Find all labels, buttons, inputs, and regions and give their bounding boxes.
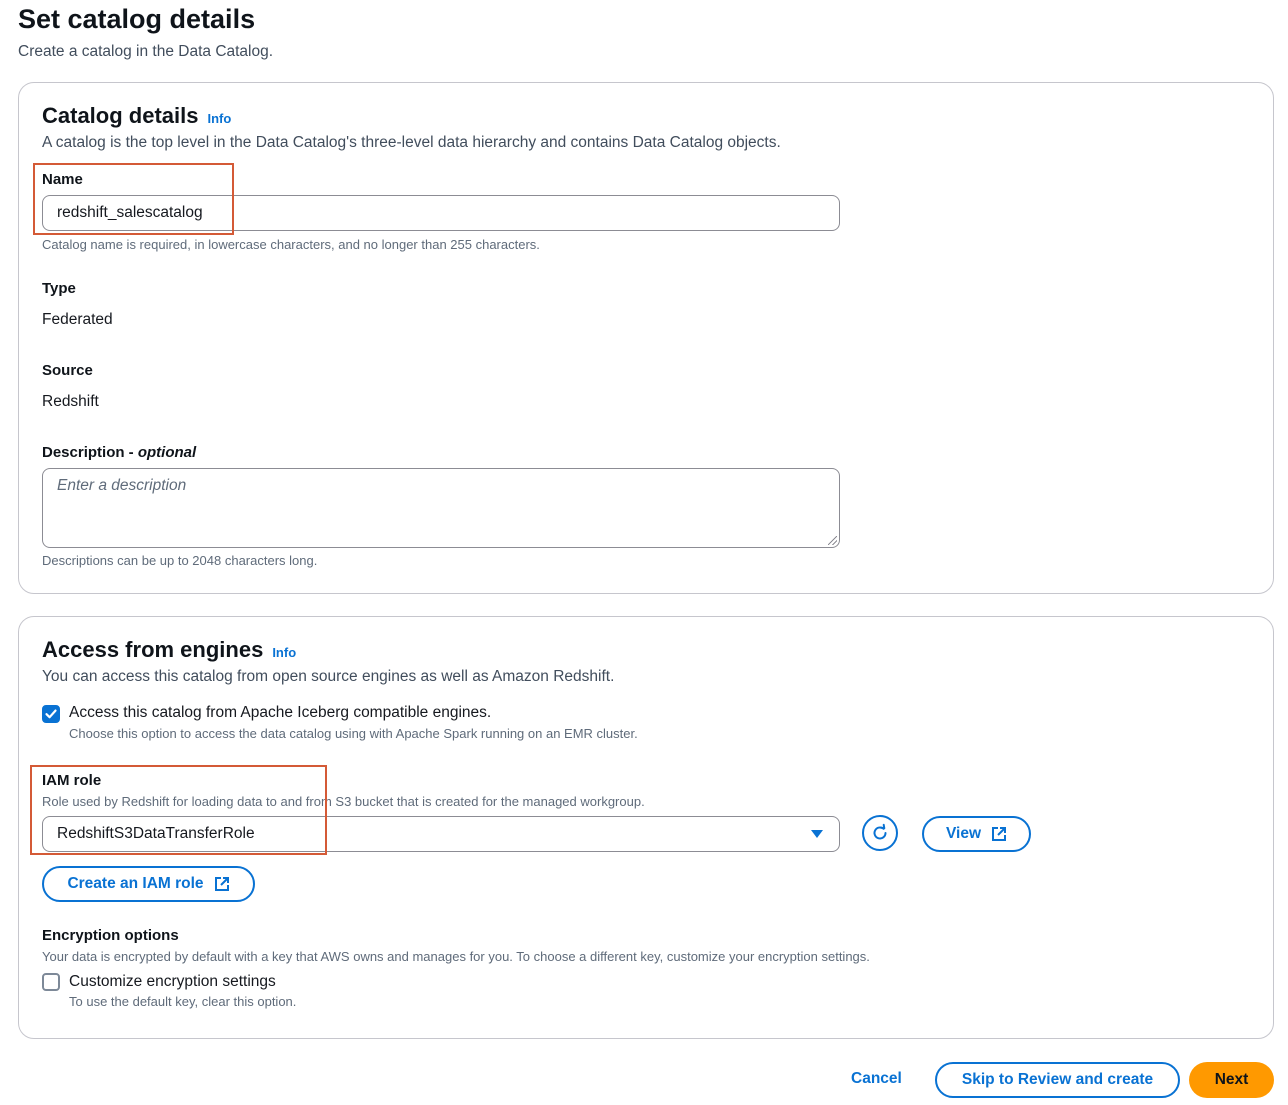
encryption-checkbox-label[interactable]: Customize encryption settings (69, 973, 276, 990)
catalog-details-info-link[interactable]: Info (207, 111, 232, 126)
view-role-button[interactable] (922, 816, 1031, 852)
encryption-label: Encryption options (42, 927, 179, 944)
catalog-name-value: redshift_salescatalog (57, 204, 203, 221)
refresh-button[interactable] (862, 815, 898, 851)
iam-role-hint: Role used by Redshift for loading data to and from S3 bucket that is created for the managed workgroup. (42, 794, 645, 809)
iceberg-checkbox-hint: Choose this option to access the data catalog using with Apache Spark running on an EMR cluster. (69, 726, 638, 741)
catalog-details-heading: Catalog details (42, 103, 199, 128)
type-value: Federated (42, 311, 113, 328)
skip-to-review-button[interactable] (935, 1062, 1180, 1098)
access-engines-info-link[interactable]: Info (272, 645, 297, 660)
refresh-icon (870, 823, 890, 843)
catalog-details-panel (18, 82, 1274, 594)
iceberg-checkbox[interactable] (42, 705, 60, 723)
description-optional-text: optional (137, 444, 197, 461)
source-value: Redshift (42, 393, 99, 410)
view-role-button-label: View (945, 825, 982, 842)
page-description: Create a catalog in the Data Catalog. (18, 43, 274, 60)
create-iam-role-button-label: Create an IAM role (67, 875, 204, 892)
caret-down-icon (811, 830, 823, 838)
access-engines-heading: Access from engines (42, 637, 264, 662)
checkmark-icon (44, 707, 58, 721)
next-button-label: Next (1214, 1071, 1249, 1088)
access-engines-description: You can access this catalog from open source engines as well as Amazon Redshift. (42, 668, 615, 685)
encryption-checkbox-hint: To use the default key, clear this option. (69, 994, 297, 1009)
external-link-icon (991, 826, 1007, 842)
catalog-details-description: A catalog is the top level in the Data Catalog's three-level data hierarchy and contains Data Catalog objects. (42, 134, 781, 151)
name-label: Name (42, 171, 83, 188)
next-button[interactable] (1189, 1062, 1274, 1098)
description-placeholder: Enter a description (57, 477, 187, 494)
iam-role-label: IAM role (42, 772, 102, 789)
page-title: Set catalog details (18, 4, 256, 34)
create-iam-role-button[interactable] (42, 866, 255, 902)
iceberg-checkbox-label[interactable]: Access this catalog from Apache Iceberg compatible engines. (69, 704, 492, 721)
type-label: Type (42, 280, 76, 297)
source-label: Source (42, 362, 93, 379)
encryption-hint: Your data is encrypted by default with a key that AWS owns and manages for you. To choose a different key, customize your encryption settings. (42, 949, 870, 964)
catalog-details-header (42, 103, 231, 129)
cancel-button[interactable]: Cancel (851, 1070, 902, 1087)
description-label-text: Description - (42, 444, 138, 461)
description-textarea[interactable] (42, 468, 840, 548)
iam-role-highlight-box (30, 765, 327, 855)
external-link-icon (214, 876, 230, 892)
encryption-checkbox[interactable] (42, 973, 60, 991)
access-engines-header (42, 637, 296, 663)
iam-role-value: RedshiftS3DataTransferRole (57, 825, 255, 842)
description-label (42, 444, 196, 461)
description-hint: Descriptions can be up to 2048 characters long. (42, 553, 318, 568)
resize-handle-icon[interactable] (828, 536, 837, 545)
name-hint: Catalog name is required, in lowercase characters, and no longer than 255 characters. (42, 237, 540, 252)
skip-to-review-button-label: Skip to Review and create (961, 1071, 1154, 1088)
name-highlight-box (33, 163, 234, 235)
